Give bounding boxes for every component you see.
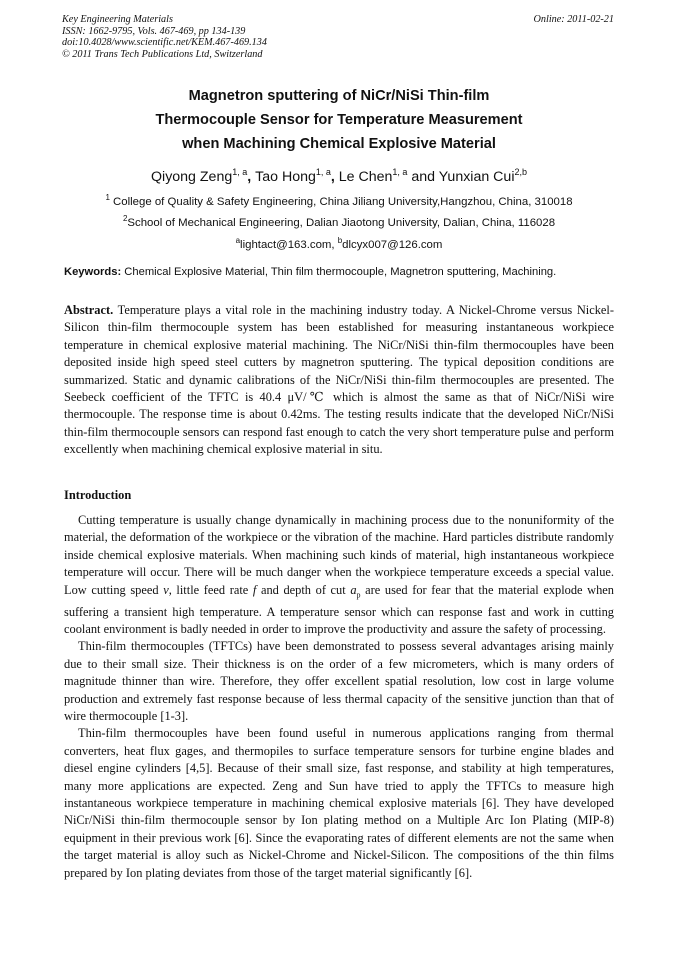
introduction-body [64,512,614,882]
symbol-ap: a [350,582,357,597]
intro-paragraph-3: Thin-film thermocouples have been found useful in numerous applications ranging from thermal converters, heat flux gages, and thermopiles to surface temperature sensors for turbine engine blades and diesel engine cylinders [4,5]. Because of their small size, fast response, and stability at high temperatures, many more applications are expected. Zeng and Sun have tried to apply the TFTCs to measure high instantaneous workpiece temperature in machining chemical explosive materials [6]. They have developed NiCr/NiSi thin-film thermocouple sensor by Ion plating method on a Multiple Arc Ion Plating (MIP-8) equipment in their previous work [6]. Since the evaporating rates of different elements are not the same when the target material is alloy such as Nickel-Chrome and Nickel-Silicon. The compositions of the thin films prepared by Ion plating deviates from those of the target material significantly [6]. [64,726,614,880]
intro-p1-text: are used for fear that the material explode when suffering a transient high temperature. A temperature sensor which can response fast and work in cutting coolant environment is badly needed in order to improve the productivity and assure the safety of processing. [64,582,615,636]
affiliation-2 [0,211,678,231]
affiliation-text: College of Quality & Safety Engineering, China Jiliang University,Hangzhou, China, 310018 [109,196,573,208]
title-line-2: Thermocouple Sensor for Temperature Measurement [155,112,523,128]
paper-title [0,84,678,156]
affiliation-mark: 1 [105,193,110,202]
symbol-v: v [163,582,169,597]
email-b: dlcyx007@126.com [342,239,443,251]
intro-p1-text: , little feed rate [168,582,253,597]
title-line-1: Magnetron sputtering of NiCr/NiSi Thin-film [188,88,490,104]
issn-line: ISSN: 1662-9795, Vols. 467-469, pp 134-139 [62,25,246,37]
intro-paragraph-2: Thin-film thermocouples (TFTCs) have been demonstrated to possess several advantages arising mainly due to their small size. Their thickness is on the order of a few micrometers, which is many orders of magnitude thinner than wire. Therefore, they offer excellent spatial resolution, low cost in large volume production and extremely fast response because of less thermal capacity of the sensitive junction than that of wire thermocouple [1-3]. [64,639,614,723]
intro-p1-text: Cutting temperature is usually change dynamically in machining process due to the nonuniformity of the material, the deformation of the workpiece or the vibration of the machine. Hard particles distribute randomly inside chemical explosive materials. When machining such kinds of material, high instantaneous workpiece temperature will occur. There will be much danger when the workpiece temperature exceeds a special value. Low cutting speed [64,513,614,597]
online-date: Online: 2011-02-21 [533,14,614,25]
author-separator: and [407,169,439,185]
author-name: Qiyong Zeng [151,169,233,185]
symbol-f: f [252,582,257,597]
intro-paragraph-1 [64,512,614,638]
journal-name: Key Engineering Materials [62,14,173,25]
introduction-heading: Introduction [64,488,132,502]
email-mark: b [337,236,343,245]
keywords [64,265,616,280]
copyright-line: © 2011 Trans Tech Publications Ltd, Switzerland [62,48,263,60]
abstract-label: Abstract. [64,303,114,317]
affiliation-mark: 2 [122,214,128,223]
keywords-label: Keywords: [64,266,122,278]
author-separator: , [330,169,339,185]
abstract-text: Temperature plays a vital role in the machining industry today. A Nickel-Chrome versus Nickel-Silicon thin-film thermocouple system has been established for measuring instantaneous workpiece temperature in chemical explosive material machining. The NiCr/NiSi thin-film thermocouples have been deposited inside high speed steel cutters by magnetron sputtering. The typical deposition conditions are summarized. Static and dynamic calibrations of the NiCr/NiSi thin-film thermocouples are presented. The Seebeck coefficient of the TFTC is 40.4 μV/℃ which is almost the same as that of NiCr/NiSi wire thermocouple. The response time is about 0.42ms. The testing results indicate that the developed NiCr/NiSi thin-film thermocouple sensors can respond fast enough to catch the very short temperature pulse and perform excellently when machining chemical explosive material in situ. [64,303,614,457]
author-list [0,162,678,187]
journal-header [62,14,614,60]
author-emails [0,233,678,253]
author-affiliation-mark: 1, a [315,167,331,177]
author-affiliation-mark: 1, a [392,167,408,177]
author-name: Tao Hong [255,169,316,185]
abstract [64,302,614,459]
email-mark: a [235,236,241,245]
symbol-ap-subscript: p [356,590,361,600]
author-affiliation-mark: 2,b [514,167,527,177]
author-separator: , [247,169,256,185]
affiliation-text: School of Mechanical Engineering, Dalian Jiaotong University, Dalian, China, 116028 [127,217,556,229]
author-affiliation-mark: 1, a [232,167,248,177]
keywords-text: Chemical Explosive Material, Thin film thermocouple, Magnetron sputtering, Machining. [121,266,557,278]
affiliation-1 [0,190,678,210]
title-line-3: when Machining Chemical Explosive Material [182,136,496,152]
author-name: Yunxian Cui [438,169,515,185]
author-name: Le Chen [338,169,393,185]
email-a: lightact@163.com, [240,239,338,251]
intro-p1-text: and depth of cut [256,582,351,597]
doi-line: doi:10.4028/www.scientific.net/KEM.467-469.134 [62,37,267,49]
